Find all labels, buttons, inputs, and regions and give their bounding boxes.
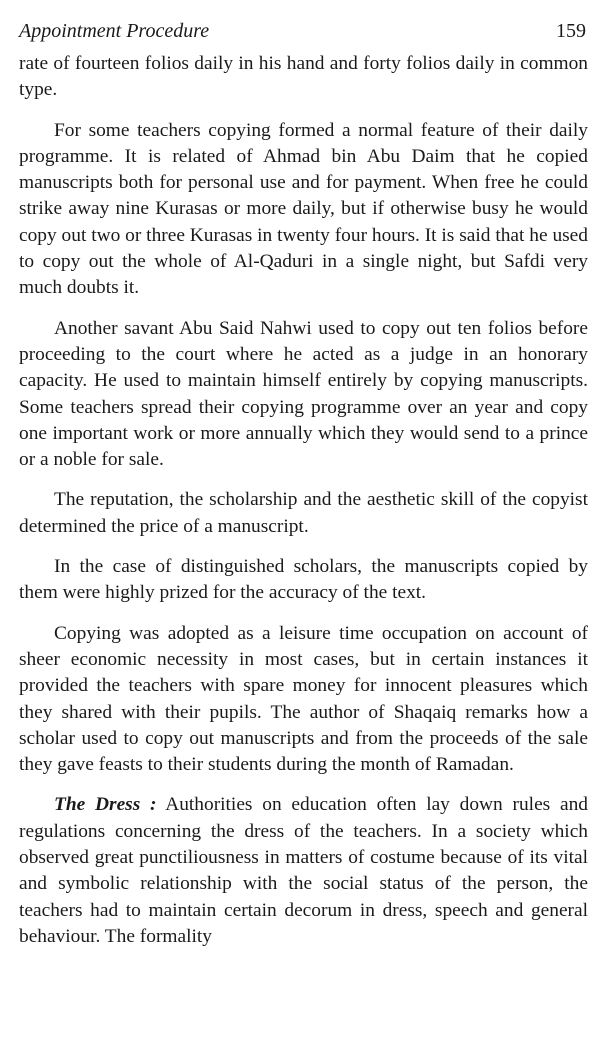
paragraph-1: rate of fourteen folios daily in his hand and forty folios daily in common type.: [19, 53, 588, 101]
paragraph-2: For some teachers copying formed a normal feature of their daily programme. It is related of Ahmad bin Abu Daim that he copied manuscripts both for personal use and for payment. When free he could strike away nine Kurasas or more daily, but if otherwise busy he would copy out two or three Kurasas in twenty four hours. It is said that he used to copy out the whole of Al-Qaduri in a single night, but Safdi very much doubts it.: [19, 119, 588, 299]
paragraph-6: Copying was adopted as a leisure time occupation on account of sheer economic necessity in most cases, but in certain instances it provided the teachers with spare money for innocent pleasures which they shared with their pupils. The author of Shaqaiq remarks how a scholar used to copy out manuscripts and from the proceeds of the sale they gave feasts to their students during the month of Ramadan.: [19, 622, 588, 776]
running-title: Appointment Procedure: [19, 20, 210, 42]
paragraph-5: In the case of distinguished scholars, the manuscripts copied by them were highly prized for the accuracy of the text.: [19, 556, 588, 604]
dress-section-text: Authorities on education often lay down rules and regulations concerning the dress of the teachers. In a society which observed great punctiliousness in matters of costume because of its vital and symbolic relationship with the social status of the person, the teachers had to maintain certain decorum in dress, speech and general behaviour. The formality: [19, 794, 588, 947]
paragraph-4: The reputation, the scholarship and the aesthetic skill of the copyist determined the price of a manuscript.: [19, 489, 588, 537]
paragraph-dress: [19, 792, 588, 950]
paragraph-3: Another savant Abu Said Nahwi used to copy out ten folios before proceeding to the court where he acted as a judge in an honorary capacity. He used to maintain himself entirely by copying manuscripts. Some teachers spread their copying programme over an year and copy one important work or more annually which they would send to a prince or a noble for sale.: [19, 317, 588, 471]
running-header: [19, 20, 588, 43]
book-page: [19, 20, 588, 964]
page-number: 159: [556, 20, 586, 42]
section-heading-dress: The Dress :: [54, 794, 157, 816]
